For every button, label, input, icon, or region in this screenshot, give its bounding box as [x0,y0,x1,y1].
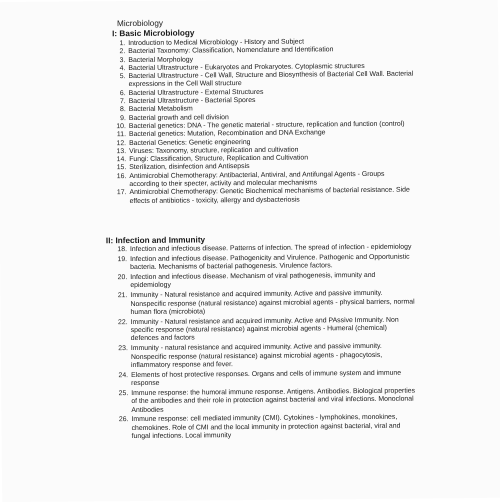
item-number: 22. [118,318,128,326]
item-number: 23. [118,345,128,353]
item-text: Immunity - Natural resistance and acquired immunity. Active and passive immunity. Nonspecific response (natural resistance) against microbial agents - physical barriers, normal human flora (microbiota) [130,290,415,316]
list-item [116,272,416,291]
list-item [117,387,417,415]
item-number: 3. [119,56,126,64]
item-number: 24. [118,371,129,379]
item-text: Elements of host protective responses. Organs and cells of immune system and immune response [131,369,402,388]
item-text: Bacterial genetics: DNA - The genetic material - structure, replication and function (control) [128,120,405,131]
topic-list-infection-immunity [116,244,418,443]
item-text: Bacterial Morphology [128,56,194,64]
section-heading-basic-microbiology: I: Basic Microbiology [112,28,195,39]
item-number: 8. [119,106,126,114]
item-number: 5. [119,73,126,81]
item-text: Immune response: the humoral immune response. Antigens. Antibodies. Biological properties of the antibodies and their role in protection against bacterial and viral infections. Monoclonal Antibodies [131,387,416,414]
item-text: Immunity - Natural resistance and acquired immunity. Active and PAssive Immunity. Non specific response (natural resistance) against microbial agents - Humeral (chemical) defences and factors [130,316,399,343]
item-text: Bacterial growth and cell division [128,113,229,122]
list-item [115,187,415,206]
item-number: 14. [116,156,127,164]
item-number: 6. [119,89,126,97]
section-heading-infection-immunity: II: Infection and Immunity [105,235,206,246]
item-text: Bacterial Ultrastructure - External Structures [128,88,264,97]
item-text: Bacterial Ultrastructure - Bacterial Spores [128,97,256,106]
item-number: 9. [120,114,126,122]
item-text: Infection and infectious disease. Mechanism of viral pathogenesis, immunity and epidemiology [130,271,376,290]
item-number: 4. [119,64,126,73]
item-number: 18. [117,246,128,254]
item-text: Bacterial Ultrastructure - Eukaryotes and Prokaryotes. Cytoplasmic structures [128,62,365,72]
item-text: Bacterial Genetics: Genetic engineering [129,138,251,147]
item-number: 11. [116,131,127,139]
item-text: Immune response: cell mediated immunity (CMI). Cytokines - lymphokines, monokines, chemokines. Role of CMI and the local immunity in protection against bacterial, viral and fungal infections. Local immunity [131,414,401,441]
document-title: Microbiology [116,18,164,29]
item-text: Fungi: Classification, Structure, Replication and Cultivation [129,154,309,164]
item-text: Immunity - natural resistance and acquired immunity. Active and passive immunity. Nonspecific response (natural resistance) against microbial agents - phagocytosis, inflammatory response and fever. [130,343,383,369]
item-text: Introduction to Medical Microbiology - History and Subject [128,38,305,48]
item-number: 21. [117,292,128,300]
item-text: Viruses: Taxonomy, structure, replication and cultivation [129,146,299,155]
item-number: 10. [116,123,126,131]
item-number: 16. [116,172,127,180]
item-text: Bacterial Taxonomy: Classification, Nomenclature and Identification [128,46,334,56]
list-item [117,414,417,442]
item-number: 12. [116,139,127,147]
item-number: 26. [118,416,129,424]
item-number: 20. [117,274,128,282]
list-item [117,369,417,388]
item-text: Antimicrobial Chemotherapy: Antibacterial, Antiviral, and Antifungal Agents - Groups according to their specter, activity and molecular mechanisms [129,170,385,189]
item-text: Sterilization, disinfection and Antisepsis [129,163,250,172]
item-number: 15. [116,164,127,172]
item-number: 17. [116,189,127,197]
item-number: 2. [119,48,126,56]
topic-list-basic-microbiology [114,38,415,207]
item-text: Bacterial genetics: Mutation, Recombination and DNA Exchange [128,129,326,139]
item-number: 7. [119,98,126,106]
item-number: 1. [119,40,126,48]
item-text: Bacterial Metabolism [128,105,193,114]
item-text: Antimicrobial Chemotherapy: Genetic Biochemical mechanisms of bacterial resistance. Side effects of antibiotics - toxicity, allergy and dysbacteriosis [129,186,410,205]
list-item [117,343,417,371]
item-text: Bacterial Ultrastructure - Cell Wall, Structure and Biosynthesis of Bacterial Cell Wall. Bacterial expressions in the Cell Wall structure [128,70,414,89]
list-item [117,316,417,344]
item-number: 19. [117,255,128,264]
item-number: 13. [116,147,127,156]
item-text: Infection and infectious disease. Patterns of infection. The spread of infection - epidemiology [129,243,412,254]
item-text: Infection and infectious disease. Pathogenicity and Virulence. Pathogenic and Opportunistic bacteria. Mechanisms of bacterial pathogenesis. Virulence factors. [130,253,410,272]
list-item [116,253,416,272]
item-number: 25. [118,389,129,398]
list-item [116,290,416,318]
